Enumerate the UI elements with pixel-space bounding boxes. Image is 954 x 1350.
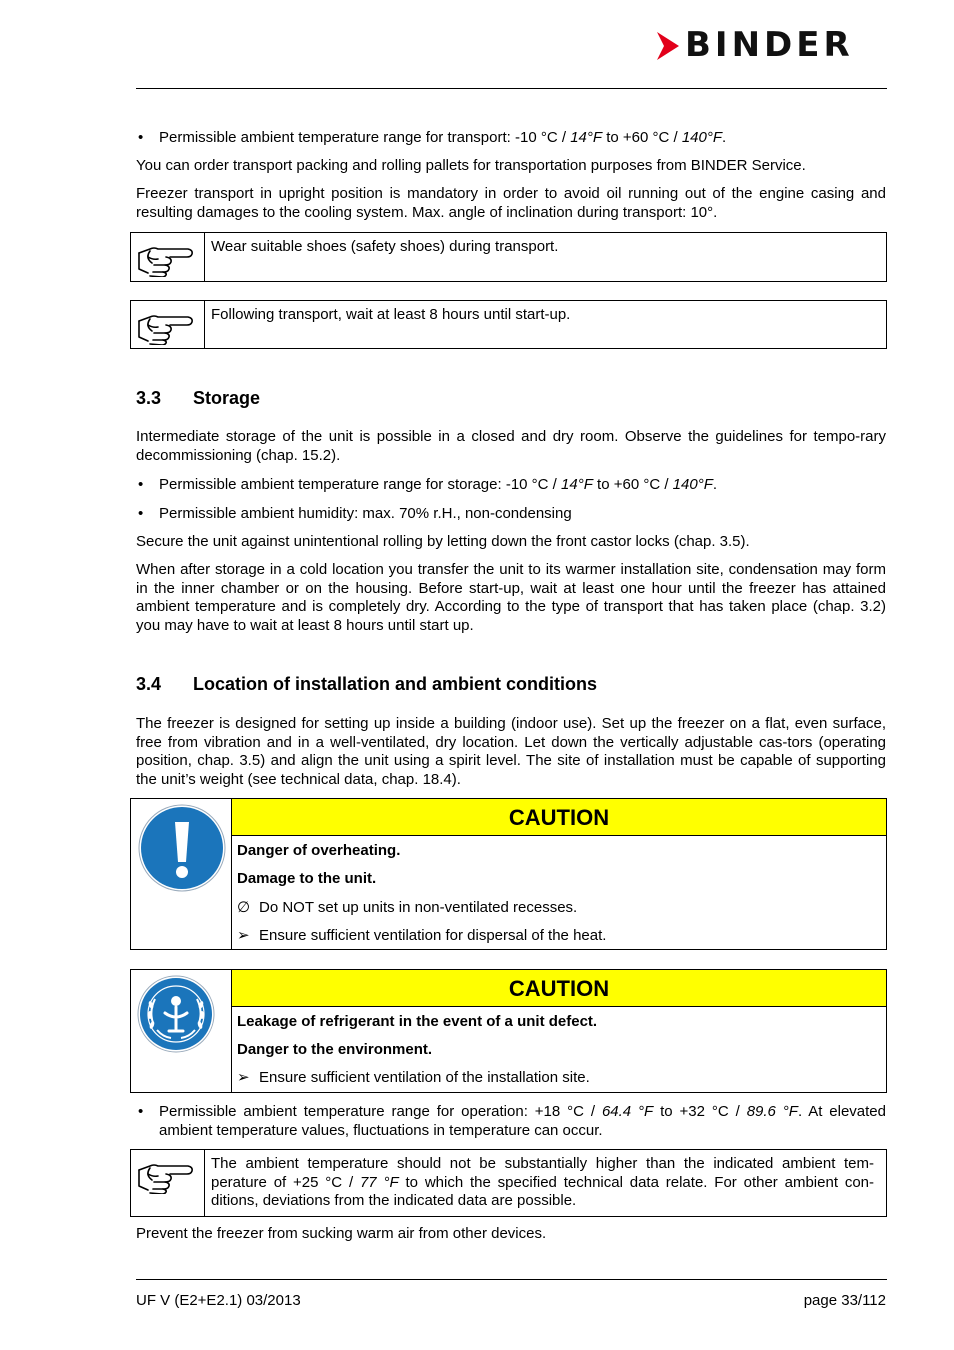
- text: .: [722, 129, 727, 146]
- document-id: UF V (E2+E2.1) 03/2013: [136, 1292, 301, 1309]
- caution-title: CAUTION: [232, 799, 886, 836]
- page-number: page 33/112: [803, 1292, 886, 1309]
- prohibition-symbol: ∅: [237, 899, 251, 916]
- logo-text: BINDER: [685, 25, 854, 65]
- text: 64.4 °F: [601, 1103, 654, 1120]
- text: 14°F: [570, 129, 603, 146]
- note-safety-shoes: [130, 232, 887, 282]
- logo-mark-icon: [655, 32, 681, 60]
- note-text: [211, 1155, 874, 1211]
- text: Permissible ambient temperature range for transport: -10 °C /: [159, 129, 571, 146]
- operation-temperature-bullet: [136, 1103, 886, 1141]
- text: 140°F: [672, 476, 713, 493]
- text: . At elevated ambient temperature values, fluctuations in temperature can occur.: [159, 1103, 886, 1139]
- caution-prohibition-item: [237, 899, 878, 917]
- castor-locks-paragraph: Secure the unit against unintentional rolling by letting down the front castor locks (chap. 3.5).: [136, 533, 750, 550]
- section-heading-location: [136, 674, 886, 696]
- text: to +60 °C /: [592, 476, 673, 493]
- note-ambient-temperature: [130, 1149, 887, 1217]
- caution-box-overheating: [130, 798, 887, 950]
- note-icon-cell: [131, 301, 205, 348]
- note-text: Wear suitable shoes (safety shoes) during transport.: [211, 238, 559, 255]
- text: Permissible ambient temperature range for operation: +18 °C /: [159, 1103, 602, 1120]
- storage-humidity-bullet: [136, 505, 886, 524]
- upright-transport-paragraph: Freezer transport in upright position is mandatory in order to avoid oil running out of the engine casing and resulting damages to the cooling system. Max. angle of inclination during transport: 10°.: [136, 185, 886, 221]
- text: Ensure sufficient ventilation for dispersal of the heat.: [259, 927, 607, 944]
- caution-consequence: Damage to the unit.: [237, 870, 377, 887]
- text: Do NOT set up units in non-ventilated recesses.: [259, 899, 578, 916]
- text: Permissible ambient temperature range for storage: -10 °C /: [159, 476, 562, 493]
- caution-icon-cell: [131, 970, 232, 1092]
- bullet-dot: •: [138, 476, 144, 493]
- caution-title: CAUTION: [232, 970, 886, 1007]
- text: to +32 °C /: [653, 1103, 747, 1120]
- arrow-bullet-icon: ➢: [237, 1069, 250, 1086]
- section-title: Location of installation and ambient conditions: [193, 674, 598, 694]
- closing-paragraph: Prevent the freezer from sucking warm air from other devices.: [136, 1225, 547, 1242]
- storage-intro-paragraph: Intermediate storage of the unit is possible in a closed and dry room. Observe the guidelines for tempo-rary decommissioning (chap. 15.2).: [136, 428, 886, 464]
- transport-packing-paragraph: You can order transport packing and rolling pallets for transportation purposes from BINDER Service.: [136, 157, 806, 174]
- text: Ensure sufficient ventilation of the installation site.: [259, 1069, 590, 1086]
- section-number: 3.3: [136, 388, 162, 408]
- caution-action-item: [237, 1069, 878, 1087]
- pointing-hand-icon: [136, 1158, 198, 1194]
- installation-paragraph: The freezer is designed for setting up inside a building (indoor use). Set up the freezer on a flat, even surface, free from vibration and in a well-ventilated, dry location. Let down the vertically adjustable cas-tors (operating position, chap. 3.5) and align the unit using a spirit level. The site of installation must be capable of supporting the unit’s weight (see technical data, chap. 18.4).: [136, 715, 886, 788]
- section-title: Storage: [193, 388, 261, 408]
- storage-temperature-bullet: [136, 476, 886, 495]
- text: to +60 °C /: [602, 129, 682, 146]
- text: .: [712, 476, 718, 493]
- note-text: Following transport, wait at least 8 hours until start-up.: [211, 306, 571, 323]
- environment-protection-icon: [137, 975, 215, 1053]
- note-icon-cell: [131, 1150, 205, 1216]
- pointing-hand-icon: [136, 241, 198, 277]
- caution-action-item: [237, 927, 878, 945]
- caution-icon-cell: [131, 799, 232, 949]
- caution-box-refrigerant: [130, 969, 887, 1093]
- section-number: 3.4: [136, 674, 162, 694]
- mandatory-exclamation-icon: [138, 804, 226, 892]
- bullet-dot: •: [138, 1103, 144, 1120]
- pointing-hand-icon: [136, 309, 198, 345]
- caution-hazard: Leakage of refrigerant in the event of a unit defect.: [237, 1013, 598, 1030]
- caution-consequence: Danger to the environment.: [237, 1041, 433, 1058]
- text: Permissible ambient humidity: max. 70% r.H., non-condensing: [159, 505, 572, 522]
- text: The ambient temperature should not be substantially higher than the indicated ambient tem-perature of +25 °C /: [211, 1155, 874, 1191]
- footer-rule: [136, 1279, 887, 1280]
- text: 89.6 °F: [746, 1103, 798, 1120]
- bullet-dot: •: [138, 505, 144, 522]
- text: 77 °F: [359, 1173, 399, 1191]
- binder-logo: [655, 25, 887, 65]
- text: 140°F: [681, 129, 723, 146]
- header-rule: [136, 88, 887, 89]
- transport-temperature-bullet: [136, 129, 886, 148]
- bullet-dot: •: [138, 129, 144, 146]
- note-icon-cell: [131, 233, 205, 281]
- arrow-bullet-icon: ➢: [237, 927, 250, 944]
- note-wait-8-hours: [130, 300, 887, 349]
- condensation-paragraph: When after storage in a cold location you transfer the unit to its warmer installation site, condensation may form in the inner chamber or on the housing. Before start-up, wait at least one hour until the freezer has attained ambient temperature and is completely dry. According to the type of transport that has taken place (chap. 3.2) you may have to wait at least 8 hours until start up.: [136, 561, 886, 634]
- section-heading-storage: [136, 388, 836, 410]
- text: to which the specified technical data relate. For other ambient con-ditions, deviations from the indicated data are possible.: [211, 1173, 874, 1209]
- caution-hazard: Danger of overheating.: [237, 842, 401, 859]
- text: 14°F: [561, 476, 593, 493]
